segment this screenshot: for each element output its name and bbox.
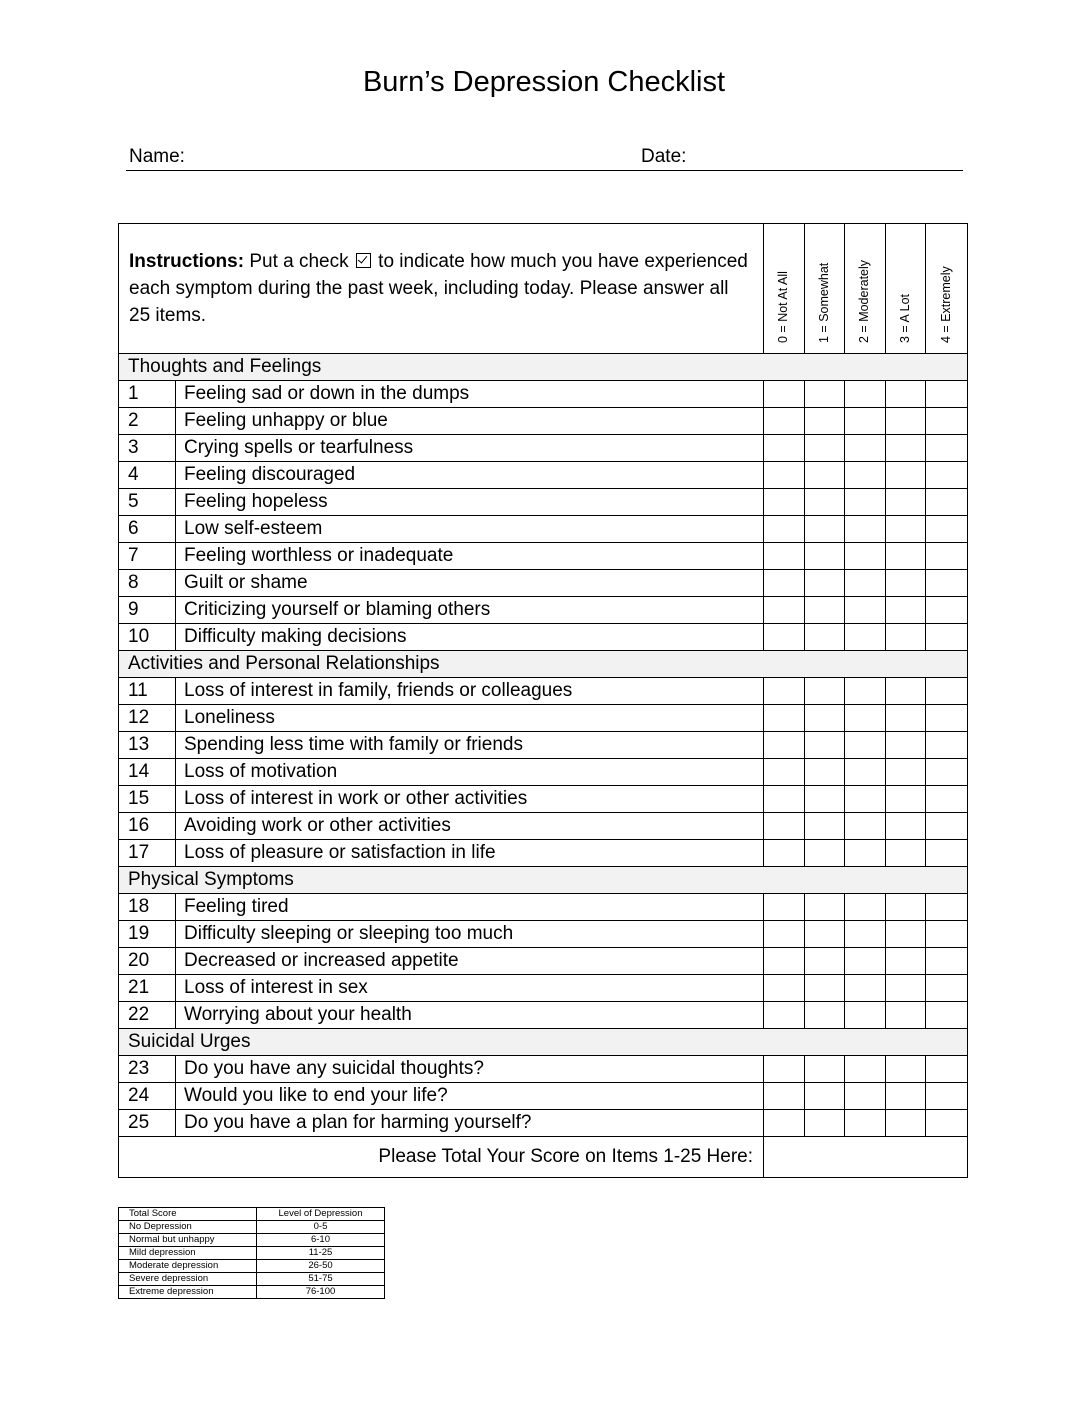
score-cell-3[interactable]: [886, 759, 926, 786]
score-cell-0[interactable]: [764, 894, 805, 921]
header-row: [119, 224, 968, 354]
score-cell-2[interactable]: [845, 975, 886, 1002]
table-row: [119, 489, 968, 516]
table-row: [119, 840, 968, 867]
score-cell-1[interactable]: [805, 705, 845, 732]
table-row: [119, 1083, 968, 1110]
score-cell-3[interactable]: [886, 921, 926, 948]
score-cell-1[interactable]: [805, 597, 845, 624]
score-cell-3[interactable]: [886, 543, 926, 570]
item-text: Would you like to end your life?: [176, 1083, 764, 1110]
score-cell-2[interactable]: [845, 705, 886, 732]
score-cell-0[interactable]: [764, 732, 805, 759]
table-row: [119, 948, 968, 975]
item-number: 9: [119, 597, 176, 624]
item-text: Feeling worthless or inadequate: [176, 543, 764, 570]
score-cell-1[interactable]: [805, 678, 845, 705]
item-number: 6: [119, 516, 176, 543]
score-cell-0[interactable]: [764, 462, 805, 489]
score-cell-1[interactable]: [805, 624, 845, 651]
scale-header-2: [845, 224, 886, 354]
date-label: Date:: [641, 146, 687, 167]
score-cell-3[interactable]: [886, 840, 926, 867]
score-cell-0[interactable]: [764, 1083, 805, 1110]
score-cell-3[interactable]: [886, 705, 926, 732]
score-cell-3[interactable]: [886, 570, 926, 597]
table-row: [119, 408, 968, 435]
score-cell-1[interactable]: [805, 813, 845, 840]
score-cell-4[interactable]: [926, 1110, 968, 1137]
score-cell-4[interactable]: [926, 678, 968, 705]
score-cell-4[interactable]: [926, 489, 968, 516]
key-level-name: No Depression: [119, 1221, 257, 1234]
score-cell-0[interactable]: [764, 840, 805, 867]
key-row: [119, 1273, 385, 1286]
score-cell-1[interactable]: [805, 786, 845, 813]
score-cell-4[interactable]: [926, 921, 968, 948]
score-cell-4[interactable]: [926, 435, 968, 462]
score-cell-3[interactable]: [886, 975, 926, 1002]
key-score-range: 0-5: [257, 1221, 385, 1234]
score-cell-2[interactable]: [845, 1002, 886, 1029]
score-cell-0[interactable]: [764, 813, 805, 840]
score-cell-1[interactable]: [805, 921, 845, 948]
score-cell-1[interactable]: [805, 840, 845, 867]
score-cell-3[interactable]: [886, 462, 926, 489]
table-row: [119, 786, 968, 813]
score-cell-0[interactable]: [764, 921, 805, 948]
item-text: Decreased or increased appetite: [176, 948, 764, 975]
item-text: Loss of pleasure or satisfaction in life: [176, 840, 764, 867]
score-cell-2[interactable]: [845, 489, 886, 516]
key-level-name: Mild depression: [119, 1247, 257, 1260]
item-text: Loss of interest in family, friends or colleagues: [176, 678, 764, 705]
score-cell-1[interactable]: [805, 975, 845, 1002]
section-header: [119, 867, 968, 894]
name-date-line: [126, 144, 963, 171]
item-number: 2: [119, 408, 176, 435]
item-number: 16: [119, 813, 176, 840]
score-cell-1[interactable]: [805, 381, 845, 408]
score-cell-0[interactable]: [764, 624, 805, 651]
score-cell-4[interactable]: [926, 543, 968, 570]
item-text: Spending less time with family or friends: [176, 732, 764, 759]
item-number: 17: [119, 840, 176, 867]
score-cell-2[interactable]: [845, 1110, 886, 1137]
score-cell-3[interactable]: [886, 732, 926, 759]
scale-label: 0 = Not At All: [776, 271, 791, 343]
key-header-level: Level of Depression: [257, 1208, 385, 1221]
section-title: Suicidal Urges: [119, 1029, 968, 1056]
item-text: Feeling unhappy or blue: [176, 408, 764, 435]
score-cell-0[interactable]: [764, 408, 805, 435]
item-number: 22: [119, 1002, 176, 1029]
key-level-name: Moderate depression: [119, 1260, 257, 1273]
table-row: [119, 381, 968, 408]
item-number: 24: [119, 1083, 176, 1110]
score-cell-3[interactable]: [886, 381, 926, 408]
item-text: Avoiding work or other activities: [176, 813, 764, 840]
score-cell-4[interactable]: [926, 948, 968, 975]
score-cell-3[interactable]: [886, 1083, 926, 1110]
score-cell-4[interactable]: [926, 732, 968, 759]
score-cell-2[interactable]: [845, 813, 886, 840]
table-row: [119, 624, 968, 651]
item-number: 8: [119, 570, 176, 597]
item-number: 3: [119, 435, 176, 462]
score-cell-3[interactable]: [886, 435, 926, 462]
score-cell-0[interactable]: [764, 786, 805, 813]
score-cell-2[interactable]: [845, 894, 886, 921]
score-cell-4[interactable]: [926, 462, 968, 489]
score-cell-1[interactable]: [805, 489, 845, 516]
table-row: [119, 1002, 968, 1029]
item-number: 1: [119, 381, 176, 408]
name-label: Name:: [129, 146, 185, 167]
score-cell-0[interactable]: [764, 1056, 805, 1083]
score-cell-1[interactable]: [805, 759, 845, 786]
score-cell-3[interactable]: [886, 813, 926, 840]
score-cell-3[interactable]: [886, 1056, 926, 1083]
scale-label: 2 = Moderately: [857, 259, 872, 343]
key-level-name: Extreme depression: [119, 1286, 257, 1299]
score-cell-4[interactable]: [926, 813, 968, 840]
score-cell-1[interactable]: [805, 408, 845, 435]
score-cell-2[interactable]: [845, 543, 886, 570]
score-cell-0[interactable]: [764, 381, 805, 408]
score-cell-3[interactable]: [886, 408, 926, 435]
item-number: 5: [119, 489, 176, 516]
key-row: [119, 1286, 385, 1299]
score-cell-4[interactable]: [926, 894, 968, 921]
scale-label: 4 = Extremely: [938, 266, 953, 343]
key-header-row: [119, 1208, 385, 1221]
table-row: [119, 921, 968, 948]
table-row: [119, 975, 968, 1002]
score-cell-2[interactable]: [845, 435, 886, 462]
score-cell-1[interactable]: [805, 894, 845, 921]
score-cell-2[interactable]: [845, 570, 886, 597]
item-number: 20: [119, 948, 176, 975]
item-number: 15: [119, 786, 176, 813]
item-number: 21: [119, 975, 176, 1002]
score-cell-0[interactable]: [764, 570, 805, 597]
table-row: [119, 732, 968, 759]
score-cell-0[interactable]: [764, 705, 805, 732]
score-cell-0[interactable]: [764, 435, 805, 462]
checkbox-checked-icon: [356, 253, 371, 268]
score-cell-2[interactable]: [845, 516, 886, 543]
key-header-score: Total Score: [119, 1208, 257, 1221]
score-cell-4[interactable]: [926, 516, 968, 543]
scale-header-1: [805, 224, 845, 354]
item-number: 25: [119, 1110, 176, 1137]
score-cell-4[interactable]: [926, 840, 968, 867]
item-text: Low self-esteem: [176, 516, 764, 543]
score-cell-0[interactable]: [764, 489, 805, 516]
total-label: Please Total Your Score on Items 1-25 Here:: [119, 1137, 764, 1178]
item-text: Loss of motivation: [176, 759, 764, 786]
page-title: Burn’s Depression Checklist: [362, 66, 726, 98]
score-cell-3[interactable]: [886, 786, 926, 813]
score-cell-2[interactable]: [845, 597, 886, 624]
table-row: [119, 570, 968, 597]
item-text: Loss of interest in sex: [176, 975, 764, 1002]
item-number: 4: [119, 462, 176, 489]
score-cell-3[interactable]: [886, 516, 926, 543]
item-number: 10: [119, 624, 176, 651]
table-row: [119, 462, 968, 489]
instructions-text-1: Put a check: [244, 251, 354, 272]
score-cell-2[interactable]: [845, 408, 886, 435]
item-number: 18: [119, 894, 176, 921]
item-text: Feeling hopeless: [176, 489, 764, 516]
score-cell-3[interactable]: [886, 948, 926, 975]
item-text: Feeling tired: [176, 894, 764, 921]
score-cell-0[interactable]: [764, 759, 805, 786]
key-score-range: 76-100: [257, 1286, 385, 1299]
scale-header-0: [764, 224, 805, 354]
item-number: 12: [119, 705, 176, 732]
score-cell-1[interactable]: [805, 1002, 845, 1029]
score-cell-4[interactable]: [926, 408, 968, 435]
item-text: Difficulty making decisions: [176, 624, 764, 651]
score-cell-1[interactable]: [805, 1083, 845, 1110]
score-cell-2[interactable]: [845, 1083, 886, 1110]
score-cell-3[interactable]: [886, 597, 926, 624]
table-row: [119, 597, 968, 624]
item-number: 7: [119, 543, 176, 570]
item-text: Difficulty sleeping or sleeping too much: [176, 921, 764, 948]
item-text: Do you have any suicidal thoughts?: [176, 1056, 764, 1083]
score-cell-4[interactable]: [926, 759, 968, 786]
table-row: [119, 543, 968, 570]
score-cell-3[interactable]: [886, 678, 926, 705]
score-cell-2[interactable]: [845, 921, 886, 948]
instructions-bold: Instructions:: [129, 251, 245, 272]
score-cell-4[interactable]: [926, 786, 968, 813]
score-cell-2[interactable]: [845, 948, 886, 975]
score-cell-0[interactable]: [764, 948, 805, 975]
item-text: Feeling sad or down in the dumps: [176, 381, 764, 408]
score-cell-4[interactable]: [926, 624, 968, 651]
score-cell-3[interactable]: [886, 489, 926, 516]
item-text: Criticizing yourself or blaming others: [176, 597, 764, 624]
score-cell-2[interactable]: [845, 786, 886, 813]
score-cell-0[interactable]: [764, 516, 805, 543]
table-row: [119, 1056, 968, 1083]
score-cell-2[interactable]: [845, 759, 886, 786]
score-key-table: [118, 1207, 385, 1299]
section-header: [119, 1029, 968, 1056]
key-score-range: 51-75: [257, 1273, 385, 1286]
score-cell-3[interactable]: [886, 1002, 926, 1029]
table-row: [119, 435, 968, 462]
item-text: Do you have a plan for harming yourself?: [176, 1110, 764, 1137]
section-title: Thoughts and Feelings: [119, 354, 968, 381]
score-cell-3[interactable]: [886, 894, 926, 921]
score-cell-4[interactable]: [926, 1056, 968, 1083]
score-cell-2[interactable]: [845, 462, 886, 489]
score-cell-0[interactable]: [764, 975, 805, 1002]
total-score-field[interactable]: [764, 1137, 968, 1178]
section-header: [119, 354, 968, 381]
score-cell-3[interactable]: [886, 624, 926, 651]
item-number: 23: [119, 1056, 176, 1083]
key-row: [119, 1221, 385, 1234]
score-cell-4[interactable]: [926, 597, 968, 624]
scale-header-4: [926, 224, 968, 354]
item-text: Loss of interest in work or other activities: [176, 786, 764, 813]
score-cell-3[interactable]: [886, 1110, 926, 1137]
checklist-table: [118, 223, 968, 1178]
score-cell-0[interactable]: [764, 543, 805, 570]
section-header: [119, 651, 968, 678]
score-cell-2[interactable]: [845, 381, 886, 408]
table-row: [119, 813, 968, 840]
score-cell-1[interactable]: [805, 570, 845, 597]
score-cell-4[interactable]: [926, 1083, 968, 1110]
table-row: [119, 759, 968, 786]
score-cell-1[interactable]: [805, 732, 845, 759]
key-level-name: Severe depression: [119, 1273, 257, 1286]
score-cell-1[interactable]: [805, 543, 845, 570]
score-cell-2[interactable]: [845, 624, 886, 651]
score-cell-1[interactable]: [805, 435, 845, 462]
score-cell-0[interactable]: [764, 1110, 805, 1137]
item-number: 13: [119, 732, 176, 759]
score-cell-4[interactable]: [926, 705, 968, 732]
score-cell-4[interactable]: [926, 975, 968, 1002]
table-row: [119, 1110, 968, 1137]
key-score-range: 26-50: [257, 1260, 385, 1273]
item-number: 14: [119, 759, 176, 786]
score-cell-4[interactable]: [926, 570, 968, 597]
score-cell-1[interactable]: [805, 1056, 845, 1083]
item-text: Loneliness: [176, 705, 764, 732]
key-row: [119, 1234, 385, 1247]
table-row: [119, 516, 968, 543]
item-text: Feeling discouraged: [176, 462, 764, 489]
score-cell-0[interactable]: [764, 1002, 805, 1029]
section-title: Physical Symptoms: [119, 867, 968, 894]
section-title: Activities and Personal Relationships: [119, 651, 968, 678]
score-cell-1[interactable]: [805, 462, 845, 489]
item-text: Guilt or shame: [176, 570, 764, 597]
key-score-range: 11-25: [257, 1247, 385, 1260]
score-cell-1[interactable]: [805, 948, 845, 975]
key-row: [119, 1247, 385, 1260]
score-cell-4[interactable]: [926, 381, 968, 408]
item-number: 11: [119, 678, 176, 705]
key-row: [119, 1260, 385, 1273]
score-cell-2[interactable]: [845, 678, 886, 705]
scale-label: 3 = A Lot: [897, 293, 912, 343]
table-row: [119, 894, 968, 921]
total-row: [119, 1137, 968, 1178]
scale-label: 1 = Somewhat: [816, 262, 831, 343]
key-level-name: Normal but unhappy: [119, 1234, 257, 1247]
item-number: 19: [119, 921, 176, 948]
score-cell-4[interactable]: [926, 1002, 968, 1029]
score-cell-2[interactable]: [845, 840, 886, 867]
score-cell-2[interactable]: [845, 1056, 886, 1083]
table-row: [119, 678, 968, 705]
score-cell-0[interactable]: [764, 597, 805, 624]
scale-header-3: [886, 224, 926, 354]
score-cell-1[interactable]: [805, 516, 845, 543]
instructions-text-2: to indicate how much you have experienced each symptom during the past week, including today. Please answer all 25 items.: [129, 251, 748, 326]
item-text: Crying spells or tearfulness: [176, 435, 764, 462]
key-score-range: 6-10: [257, 1234, 385, 1247]
instructions: [119, 224, 764, 354]
score-cell-1[interactable]: [805, 1110, 845, 1137]
score-cell-0[interactable]: [764, 678, 805, 705]
item-text: Worrying about your health: [176, 1002, 764, 1029]
score-cell-2[interactable]: [845, 732, 886, 759]
table-row: [119, 705, 968, 732]
